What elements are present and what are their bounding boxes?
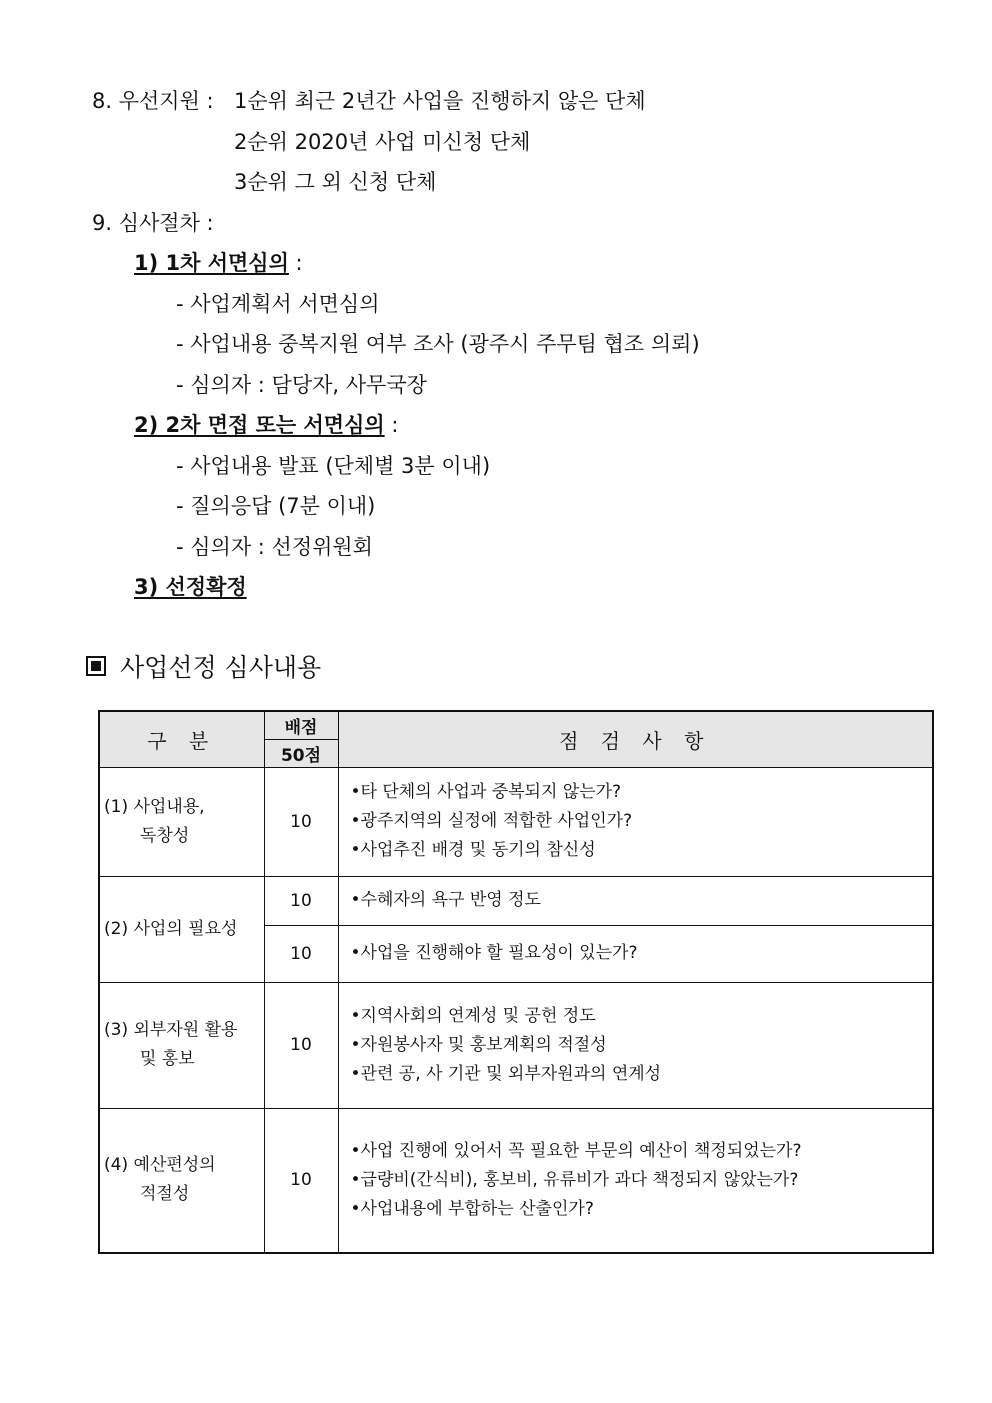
step1-bullet-3: - 심의자 : 담당자, 사무국장 (176, 373, 427, 397)
check-item: •사업을 진행해야 할 필요성이 있는가? (338, 925, 933, 982)
item8-label: 8. 우선지원 : (92, 89, 214, 113)
section-title-text: 사업선정 심사내용 (120, 653, 322, 682)
table-row (99, 876, 933, 925)
header-category: 구 분 (99, 711, 264, 767)
category-cell (99, 767, 264, 876)
check-items-cell (338, 767, 933, 876)
header-row (99, 711, 933, 739)
criteria-table (98, 710, 934, 1254)
step2-title: 2) 2차 면접 또는 서면심의 (134, 413, 385, 437)
check-item: •광주지역의 실정에 적합한 사업인가? (350, 811, 633, 831)
category-cell (99, 876, 264, 982)
category-line-1: (1) 사업내용, (104, 796, 205, 817)
step1-colon: : (288, 251, 303, 275)
step1-title: 1) 1차 서면심의 (134, 251, 289, 275)
category-line-1: (2) 사업의 필요성 (104, 918, 238, 939)
step2-bullet-3: - 심의자 : 선정위원회 (176, 535, 373, 559)
check-item: •자원봉사자 및 홍보계획의 적절성 (350, 1034, 607, 1055)
category-line-1: (4) 예산편성의 (104, 1155, 216, 1176)
check-items-cell (338, 1108, 933, 1253)
check-items-cell (338, 982, 933, 1108)
step3-heading (134, 573, 247, 601)
step1-heading (134, 249, 303, 277)
category-cell (99, 1108, 264, 1253)
header-score: 배점 (264, 711, 338, 739)
step2-heading (134, 411, 398, 439)
check-item: •수혜자의 욕구 반영 정도 (338, 876, 933, 925)
check-item: •관련 공, 사 기관 및 외부자원과의 연계성 (350, 1063, 662, 1084)
check-item: •타 단체의 사업과 중복되지 않는가? (350, 782, 622, 802)
check-item: •지역사회의 연계성 및 공헌 정도 (350, 1005, 596, 1026)
category-line-2: 및 홍보 (140, 1049, 195, 1069)
step2-colon: : (384, 413, 399, 437)
score-cell: 10 (264, 876, 338, 925)
step2-bullet-2: - 질의응답 (7분 이내) (176, 494, 376, 518)
category-line-2: 적절성 (140, 1184, 190, 1205)
check-item: •급량비(간식비), 홍보비, 유류비가 과다 책정되지 않았는가? (350, 1169, 799, 1190)
priority-line-2: 2순위 2020년 사업 미신청 단체 (234, 130, 531, 154)
step1-bullet-2: - 사업내용 중복지원 여부 조사 (광주시 주무팀 협조 의뢰) (176, 332, 700, 356)
score-cell: 10 (264, 767, 338, 876)
score-cell: 10 (264, 925, 338, 982)
category-cell (99, 982, 264, 1108)
filled-square-icon (86, 656, 106, 676)
category-line-2: 독창성 (140, 825, 190, 846)
check-item: •사업내용에 부합하는 산출인가? (350, 1198, 594, 1219)
score-cell: 10 (264, 982, 338, 1108)
header-score-total: 50점 (264, 739, 338, 767)
check-item: •사업 진행에 있어서 꼭 필요한 부문의 예산이 책정되었는가? (350, 1140, 802, 1161)
step2-bullet-1: - 사업내용 발표 (단체별 3분 이내) (176, 454, 491, 478)
step3-title: 3) 선정확정 (134, 575, 247, 599)
header-check: 점 검 사 항 (338, 711, 933, 767)
table-row (99, 1108, 933, 1253)
table-row (99, 982, 933, 1108)
priority-line-3: 3순위 그 외 신청 단체 (234, 170, 437, 194)
table-row (99, 767, 933, 876)
priority-line-1: 1순위 최근 2년간 사업을 진행하지 않은 단체 (234, 89, 646, 113)
score-cell: 10 (264, 1108, 338, 1253)
item9-label: 9. 심사절차 : (92, 211, 214, 235)
category-line-1: (3) 외부자원 활용 (104, 1020, 238, 1040)
step1-bullet-1: - 사업계획서 서면심의 (176, 292, 380, 316)
section-title (86, 651, 321, 685)
check-item: •사업추진 배경 및 동기의 참신성 (350, 840, 596, 860)
